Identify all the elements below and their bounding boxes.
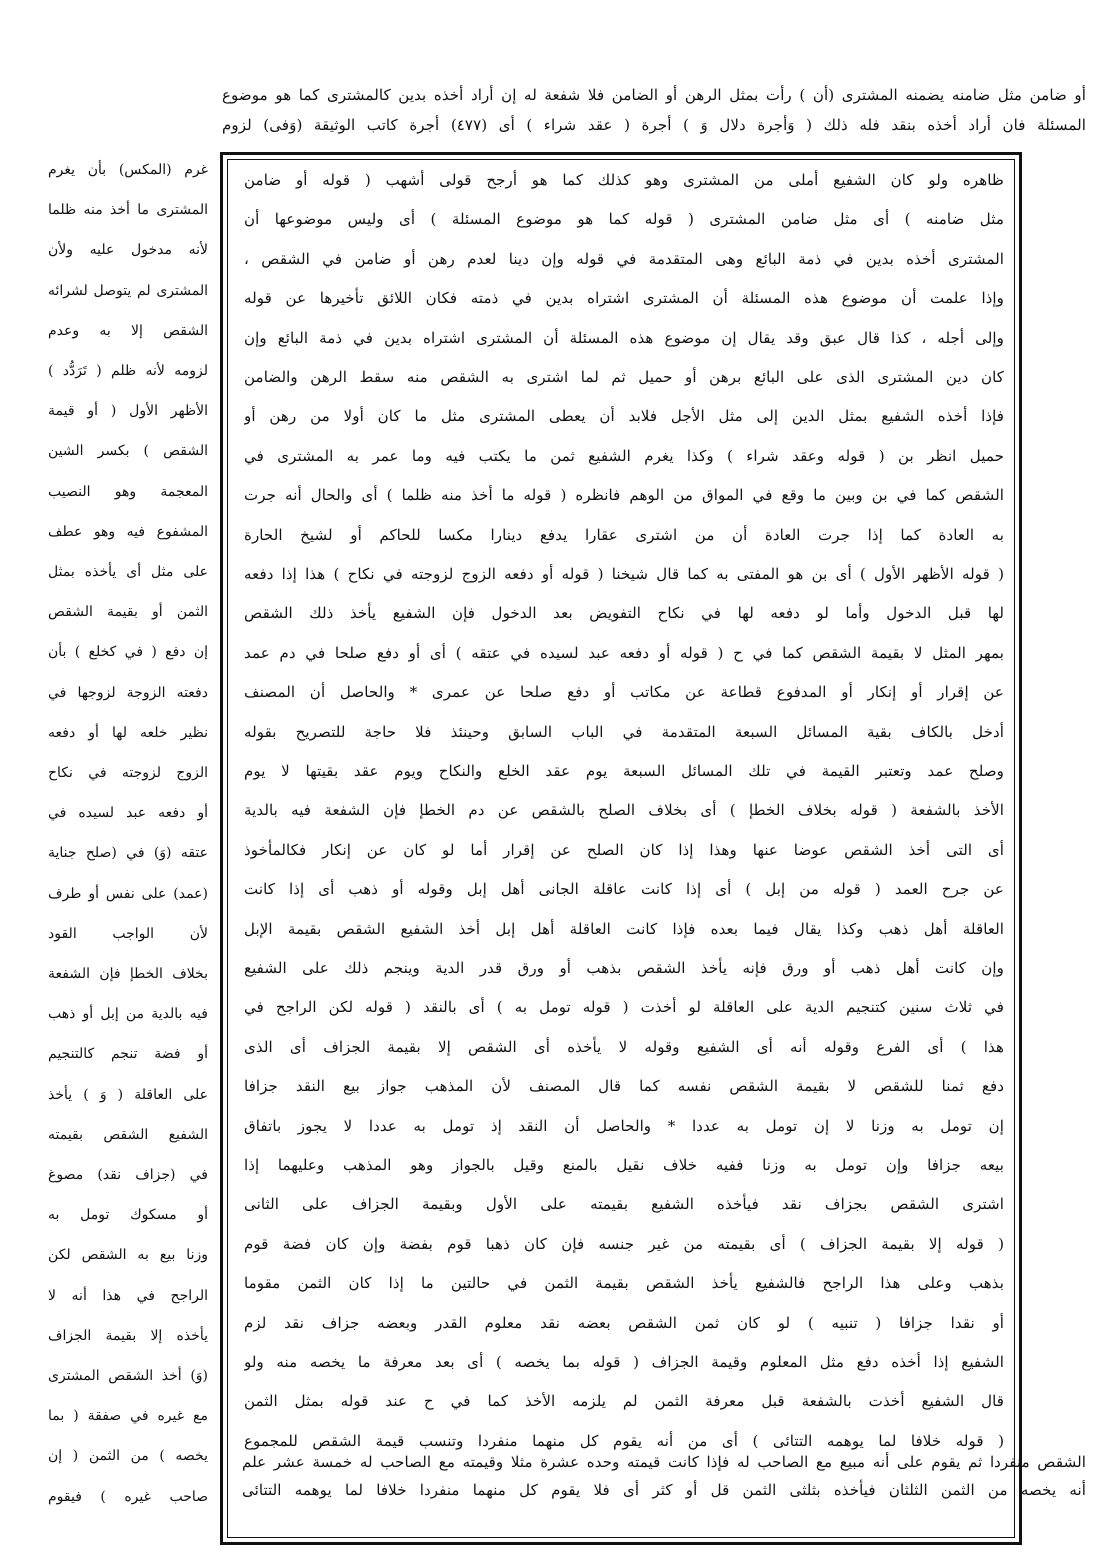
commentary-line: اشترى الشقص بجزاف نقد فيأخذه الشفيع بقيمته على الأول وبقيمة الجزاف على الثانى [244, 1195, 1004, 1214]
margin-text-line: بخلاف الخطإ فإن الشفعة [48, 966, 208, 982]
commentary-line: وإن كانت أهل ذهب أو ورق فإنه يأخذ الشقص بذهب أو ورق قدر الدية وينجم ذلك على الشفيع [244, 959, 1004, 977]
commentary-line: قال الشفيع أخذت بالشفعة قبل معرفة الثمن لم يلزمه الأخذ كما في ح عند قوله بمثل الثمن [244, 1392, 1004, 1411]
margin-text-line: عتقه (وَ) في (صلح جناية [48, 845, 208, 862]
margin-text-line: لزومه لأنه ظلم ( تَرَدُّد ) [48, 363, 208, 379]
margin-text-line: على العاقلة ( وَ ) يأخذ [48, 1086, 208, 1103]
margin-text-line: على مثل أى يأخذه بمثل [48, 564, 208, 580]
commentary-line: الشفيع إذا أخذه دفع مثل المعلوم وقيمة الجزاف ( قوله بما يخصه ) أى بعد معرفة ما يخصه منه ولو [244, 1353, 1004, 1371]
commentary-line: وإلى أجله ، كذا قال عبق وقد يقال إن موضوع هذه المسئلة أن المشترى اشتراه بدين في ذمة البائع وإن [244, 328, 1004, 347]
commentary-line: هذا ) أى الفرع وقوله أنه أى الشفيع وقوله لا يأخذه أى الشقص إلا بقيمة الجزاف أى الذى [244, 1037, 1004, 1056]
margin-text-line: المشترى ما أخذ منه ظلما [48, 202, 208, 219]
commentary-line: إن تومل به وزنا لا إن تومل به عددا * والحاصل أن النقد إذ تومل به عددا لا يجوز باتفاق [244, 1116, 1004, 1135]
margin-text-line: يأخذه إلا بقيمة الجزاف [48, 1327, 208, 1344]
commentary-line: الشقص كما في بن وبين ما وقع في المواق من الوهم فانظره ( قوله ما أخذ منه ظلما ) أى والحال أنه جرت [244, 486, 1004, 505]
bottom-text-line: أنه يخصه من الثمن الثلثان فيأخذه بثلثى الثمن قل أو كثر أى فلا يقوم كل منهما منفردا خلافا لما يوهمه التتائى [242, 1481, 1086, 1499]
margin-text-line: في (جزاف نقد) مصوغ [48, 1167, 208, 1183]
margin-text-line: إن دفع ( في كخلع ) بأن [48, 644, 208, 661]
margin-text-line: يخصه ) من الثمن ( إن [48, 1448, 208, 1465]
commentary-line: أدخل بالكاف بقية المسائل السبعة المتقدمة في الباب السابق وحينئذ فلا حاجة للتصريح بقوله [244, 722, 1004, 741]
bottom-text-line: الشقص منفردا ثم يقوم على أنه مبيع مع الصاحب له فإذا كانت قيمته وحده عشرة مثلا وقيمته مع الصاحب له خمسة عشر علم [242, 1453, 1086, 1471]
margin-text-line: صاحب غيره ) فيقوم [48, 1488, 208, 1505]
margin-text-line: المشترى لم يتوصل لشرائه [48, 282, 208, 299]
margin-text-line: الشفيع الشقص بقيمته [48, 1126, 208, 1143]
margin-text-line: وزنا بيع به الشقص لكن [48, 1247, 208, 1264]
commentary-line: أو نقدا جزافا ( تنبيه ) لو كان ثمن الشقص بعضه نقد معلوم القدر وبعضه جزاف نقد لزم [244, 1313, 1004, 1332]
margin-text-line: لأنه مدخول عليه ولأن [48, 242, 208, 259]
margin-text-line: غرم (المكس) بأن يغرم [48, 162, 208, 178]
commentary-line: وصلح عمد وتعتبر القيمة في تلك المسائل السبعة يوم عقد الخلع والنكاح ويوم عقد بقيتها لا يوم [244, 762, 1004, 780]
commentary-line: ظاهره ولو كان الشفيع أملى من المشترى وهو كذلك كما هو أرجح قولى أشهب ( قوله أو ضامن [244, 171, 1004, 189]
commentary-line: ( قوله الأظهر الأول ) أى بن هو المفتى به كما قال شيخنا ( قوله أو دفعه الزوج لزوجته في نكاح ) هذا إذا دفعه [244, 565, 1004, 583]
margin-text-line: مع غيره في صفقة ( بما [48, 1408, 208, 1425]
margin-text-line: الراجح في هذا أنه لا [48, 1287, 208, 1304]
commentary-line: بيعه جزافا وإن تومل به وزنا ففيه خلاف نقيل بالمنع وقيل بالجواز وهو المذهب وعليهما إذا [244, 1156, 1004, 1174]
margin-text-line: المعجمة وهو النصيب [48, 483, 208, 500]
margin-text-line: أو مسكوك تومل به [48, 1207, 208, 1224]
commentary-line: مثل ضامنه ) أى مثل ضامن المشترى ( قوله كما هو موضوع المسئلة ) أى وليس موضوعها أن [244, 210, 1004, 229]
margin-text-line: الشقص ) بكسر الشين [48, 443, 208, 460]
commentary-line: الأخذ بالشفعة ( قوله بخلاف الخطإ ) أى بخلاف الصلح بالشقص عن دم الخطإ فإن الشفعة فيه بالدية [244, 801, 1004, 820]
margin-text-line: الأظهر الأول ( أو قيمة [48, 403, 208, 420]
commentary-line: حميل انظر بن ( قوله وعقد شراء ) وكذا يغرم الشفيع ثمن ما يكتب فيه وما عمر به المشترى في [244, 446, 1004, 465]
commentary-line: دفع ثمنا للشقص لا بقيمة الشقص نفسه كما قال المصنف لأن المذهب جواز بيع النقد جزافا [244, 1077, 1004, 1096]
margin-text-line: نظير خلعه لها أو دفعه [48, 724, 208, 741]
commentary-line: ( قوله خلافا لما يوهمه التتائى ) أى من أنه يقوم كل منهما منفردا وتنسب قيمة الشقص للمجموع [244, 1431, 1004, 1450]
commentary-line: عن إقرار أو إنكار أو المدفوع قطاعة عن مكاتب أو دفع صلحا عن عمرى * والحاصل أن المصنف [244, 683, 1004, 702]
margin-text-line: فيه بالدية من إبل أو ذهب [48, 1006, 208, 1023]
commentary-line: بمهر المثل لا بقيمة الشقص كما في ح ( قوله أو دفعه عبد لسيده في عتقه ) أى أو دفع صلحا في دم عمد [244, 643, 1004, 662]
margin-text-line: الزوج لزوجته في نكاح [48, 765, 208, 781]
commentary-line: ( قوله إلا بقيمة الجزاف ) أى بقيمته من غير جنسه فإن كان ذهبا قوم بفضة وإن كان فضة قوم [244, 1234, 1004, 1253]
margin-text-line: دفعته الزوجة لزوجها في [48, 684, 208, 701]
margin-text-line: أو دفعه عبد لسيده في [48, 805, 208, 822]
commentary-line: فإذا أخذه الشفيع بمثل الدين إلى مثل الأجل فلابد أن يعطى المشترى مثل ما كان أولا من رهن أو [244, 407, 1004, 426]
commentary-line: المشترى أخذه بدين في ذمة البائع وهى المتقدمة في قوله وإن دينا لعدم رهن أو ضامن في الشقص ، [244, 249, 1004, 268]
commentary-line: لها قبل الدخول وأما لو دفعه لها في نكاح التفويض بعد الدخول فإن الشفيع يأخذ ذلك الشقص [244, 604, 1004, 623]
commentary-line: أى التى أخذ الشقص عوضا عنها وهذا إذا كان الصلح عن إقرار أما لو كان عن إنكار فكالمأخوذ [244, 840, 1004, 859]
margin-text-line: لأن الواجب القود [48, 925, 208, 942]
top-text-line: أو ضامن مثل ضامنه يضمنه المشترى (أن ) رأت بمثل الرهن أو الضامن فلا شفعة له إن أراد أخذه بدين كالمشترى كما هو موضوع [222, 86, 1086, 104]
commentary-line: العاقلة أهل ذهب وكذا يقال فيما بعده فإذا كانت العاقلة أهل إبل أخذ الشفيع الشقص بقيمة الإبل [244, 919, 1004, 938]
commentary-line: به العادة كما إذا جرت العادة أن من اشترى عقارا يدفع دينارا مكسا للحاكم أو لشيخ الحارة [244, 525, 1004, 544]
margin-text-line: (وَ) أخذ الشقص المشترى [48, 1368, 208, 1384]
margin-text-line: أو فضة تنجم كالتنجيم [48, 1046, 208, 1063]
margin-text-line: (عمد) على نفس أو طرف [48, 885, 208, 902]
commentary-line: في ثلاث سنين كتنجيم الدية على العاقلة لو أخذت ( قوله تومل به ) أى بالنقد ( قوله لكن الراجح في [244, 998, 1004, 1017]
margin-text-line: الثمن أو بقيمة الشقص [48, 604, 208, 621]
commentary-line: وإذا علمت أن موضوع هذه المسئلة أن المشترى اشتراه بدين في ذمته فكان اللائق تأخيرها عن قوله [244, 289, 1004, 308]
commentary-line: كان دين المشترى الذى على البائع برهن أو حميل ثم لما اشترى به الشقص منه سقط الرهن والضامن [244, 368, 1004, 386]
top-text-line: المسئلة فان أراد أخذه بنقد فله ذلك ( وَأجرة دلال وَ ) أجرة ( عقد شراء ) أى (٤٧٧) أجرة كاتب الوثيقة (وَفى) لزوم [222, 116, 1086, 134]
commentary-line: عن جرح العمد ( قوله من إبل ) أى إذا كانت عاقلة الجانى أهل إبل وقوله أو ذهب أى إذا كانت [244, 880, 1004, 899]
commentary-line: بذهب وعلى هذا الراجح فالشفيع يأخذ الشقص بقيمة الثمن في حالتين ما إذا كان الثمن مقوما [244, 1274, 1004, 1293]
margin-text-line: المشفوع فيه وهو عطف [48, 523, 208, 540]
margin-text-line: الشقص إلا به وعدم [48, 322, 208, 339]
